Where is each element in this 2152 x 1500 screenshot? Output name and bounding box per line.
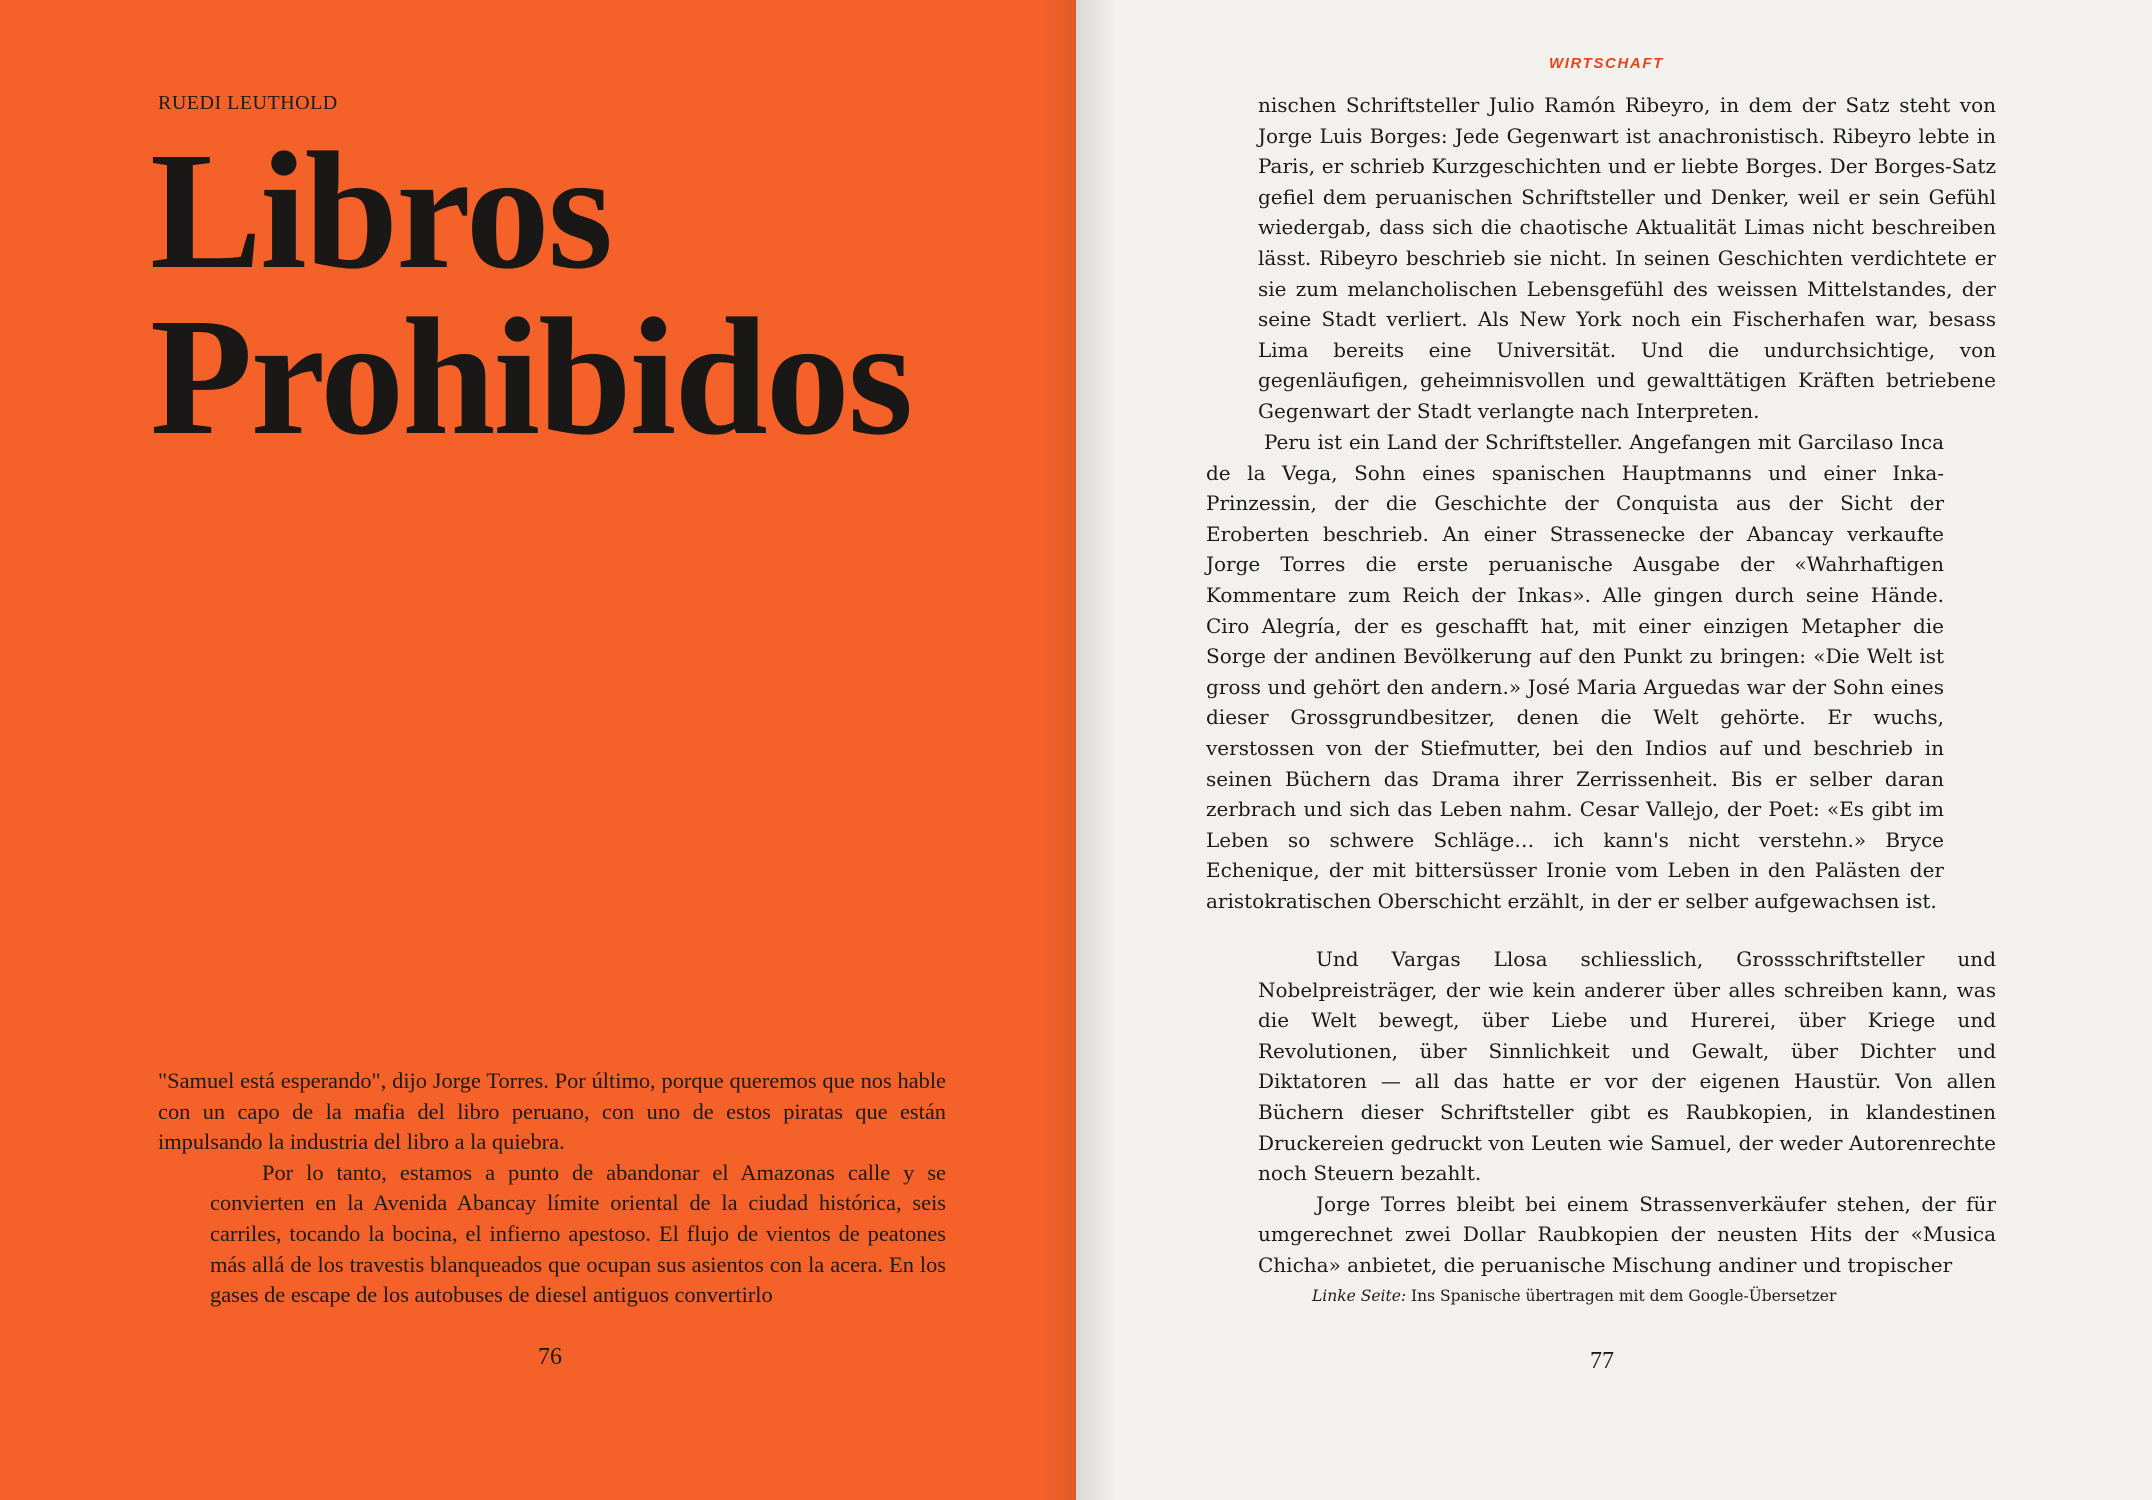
author-name: RUEDI LEUTHOLD bbox=[158, 92, 338, 114]
page-number-left: 76 bbox=[538, 1344, 562, 1370]
title-line-1: Libros bbox=[150, 118, 612, 304]
right-paragraph-4: Jorge Torres bleibt bei einem Strassenverkäufer stehen, der für umgerechnet zwei Dollar Raubkopien der neusten Hits der «Musica Chicha» anbietet, die peruanische Mischung andiner und tropischer bbox=[1258, 1191, 1996, 1277]
right-paragraph-2: Peru ist ein Land der Schriftsteller. Angefangen mit Garcilaso Inca de la Vega, Sohn eines spanischen Hauptmanns und einer Inka-Prinzessin, der die Geschichte der Conquista aus der Sicht der Eroberten beschrieb. An einer Strassenecke der Abancay verkaufte Jorge Torres die erste peruanische Ausgabe der «Wahrhaftigen Kommentare zum Reich der Inkas». Alle gingen durch seine Hände. Ciro Alegría, der es geschafft hat, mit einer einzigen Metapher die Sorge der andinen Bevölkerung auf den Punkt zu bringen: «Die Welt ist gross und gehört den andern.» José Maria Arguedas war der Sohn eines dieser Grossgrundbesitzer, denen die Welt gehörte. Er wuchs, verstossen von der Stiefmutter, bei den Indios auf und beschrieb in seinen Büchern das Drama ihrer Zerrissenheit. Bis er selber daran zerbrach und sich das Leben nahm. Cesar Vallejo, der Poet: «Es gibt im Leben so schwere Schläge… ich kann's nicht verstehn.» Bryce Echenique, der mit bittersüsser Ironie vom Leben in den Palästen der aristokratischen Oberschicht erzählt, in der er selber aufgewachsen ist. bbox=[1206, 430, 1944, 913]
right-column-upper bbox=[1258, 90, 1996, 427]
left-paragraph-2: Por lo tanto, estamos a punto de abandonar el Amazonas calle y se convierten en la Avenida Abancay límite oriental de la ciudad histórica, seis carriles, tocando la bocina, el infierno apestoso. El flujo de vientos de peatones más allá de los travestis blanqueados que ocupan sus asientos con la acera. En los gases de escape de los autobuses de diesel antiguos convertirlo bbox=[210, 1159, 946, 1308]
page-number-right: 77 bbox=[1590, 1348, 1614, 1374]
right-paragraph-1: nischen Schriftsteller Julio Ramón Ribeyro, in dem der Satz steht von Jorge Luis Borges: Jede Gegenwart ist anachronistisch. Ribeyro lebte in Paris, er schrieb Kurzgeschichten und er liebte Borges. Der Borges-Satz gefiel dem peruanischen Schriftsteller und Denker, weil er sein Gefühl wiedergab, dass sich die chaotische Aktualität Limas nicht beschreiben lässt. Ribeyro beschrieb sie nicht. In seinen Geschichten verdichtete er sie zum melancholischen Lebensgefühl des weissen Mittelstandes, der seine Stadt verliert. Als New York noch ein Fischerhafen war, besass Lima bereits eine Universität. Und die undurchsichtige, von gegenläufigen, geheimnisvollen und gewalttätigen Kräften betriebene Gegenwart der Stadt verlangte nach Interpreten. bbox=[1258, 93, 1996, 423]
caption-text: Ins Spanische übertragen mit dem Google-Übersetzer bbox=[1406, 1287, 1837, 1305]
section-label: WIRTSCHAFT bbox=[1549, 55, 1664, 72]
image-caption bbox=[1312, 1287, 1836, 1305]
gutter-shadow-left bbox=[1040, 0, 1076, 1500]
left-body-text bbox=[158, 1066, 946, 1311]
right-column-lower bbox=[1258, 944, 1996, 1281]
left-paragraph-1: "Samuel está esperando", dijo Jorge Torres. Por último, porque queremos que nos hable con un capo de la mafia del libro peruano, con uno de estos piratas que están impulsando la industria del libro a la quiebra. bbox=[158, 1068, 946, 1155]
right-column-middle bbox=[1206, 427, 1944, 917]
title-line-2: Prohibidos bbox=[150, 284, 912, 470]
article-title bbox=[150, 118, 912, 470]
caption-label: Linke Seite: bbox=[1312, 1287, 1407, 1305]
gutter-shadow-right bbox=[1076, 0, 1116, 1500]
right-paragraph-3: Und Vargas Llosa schliesslich, Grossschriftsteller und Nobelpreisträger, der wie kein anderer über alles schreiben kann, was die Welt bewegt, über Liebe und Hurerei, über Kriege und Revolutionen, über Sinnlichkeit und Gewalt, über Dichter und Diktatoren — all das hatte er vor der eigenen Haustür. Von allen Büchern dieser Schriftsteller gibt es Raubkopien, in klandestinen Druckereien gedruckt von Leuten wie Samuel, der weder Autorenrechte noch Steuern bezahlt. bbox=[1258, 947, 1996, 1186]
